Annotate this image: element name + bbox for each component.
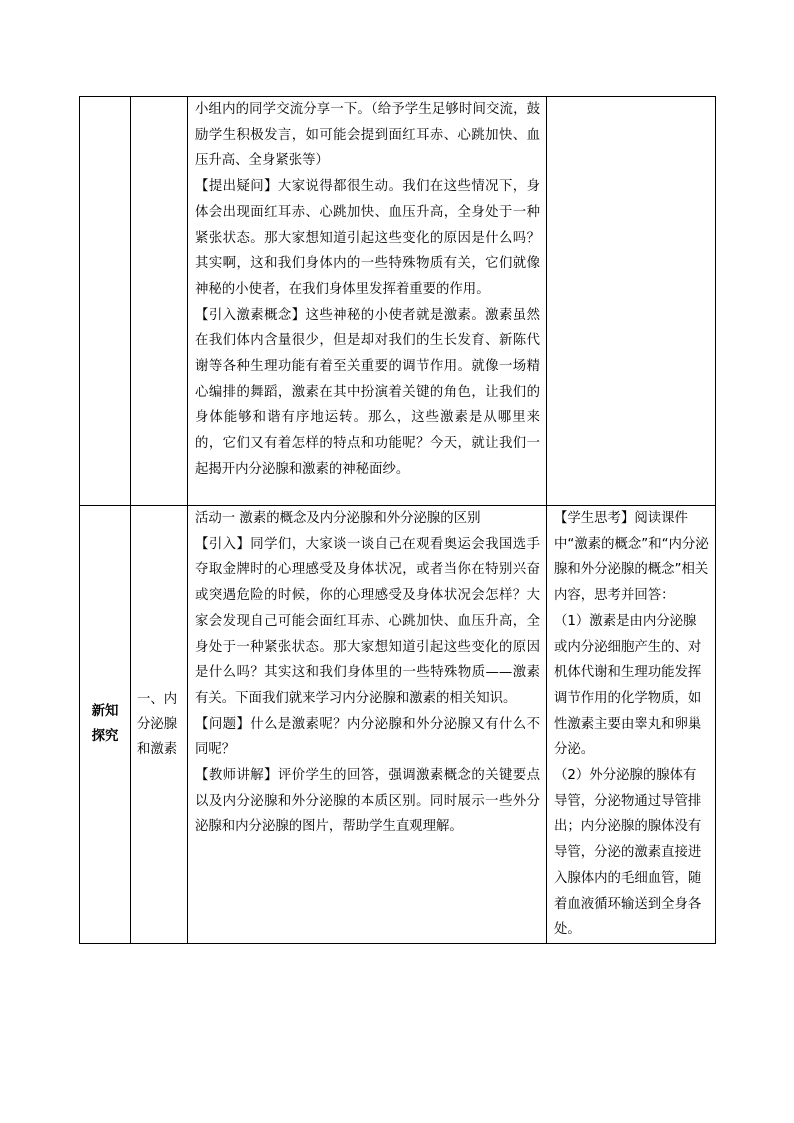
hormone-intro-paragraph: 【引入激素概念】这些神秘的小使者就是激素。激素虽然在我们体内含量很少，但是却对我们的生长发育、新陈代谢等各种生理功能有着至关重要的调节作用。就像一场精心编排的舞蹈，激素在其中扮演着关键的角色，让我们的身体能够和谐有序地运转。那么，这些激素是从哪里来的，它们又有着怎样的特点和功能呢？今天，就让我们一起揭开内分泌腺和激素的神秘面纱。 bbox=[195, 307, 540, 477]
question-paragraph: 【提出疑问】大家说得都很生动。我们在这些情况下，身体会出现面红耳赤、心跳加快、血压升高，全身处于一种紧张状态。那大家想知道引起这些变化的原因是什么吗？其实啊，这和我们身体内的一些特殊物质有关，它们就像神秘的小使者，在我们身体里发挥着重要的作用。 bbox=[195, 179, 540, 297]
student-think-paragraph: 【学生思考】阅读课件中“激素的概念”和“内分泌腺和外分泌腺的概念”相关内容，思考并回答： bbox=[554, 511, 709, 604]
intro-paragraph: 小组内的同学交流分享一下。（给予学生足够时间交流，鼓励学生积极发言，如可能会提到面红耳赤、心跳加快、血压升高、全身紧张等） bbox=[195, 102, 540, 169]
teacher-activity-cell bbox=[188, 97, 547, 506]
lesson-plan-table bbox=[79, 96, 716, 944]
teacher-activity-cell bbox=[188, 506, 547, 944]
table-row bbox=[80, 97, 716, 506]
answer-1-paragraph: （1）激素是由内分泌腺或内分泌细胞产生的、对机体代谢和生理功能发挥调节作用的化学物质，如性激素主要由睾丸和卵巢分泌。 bbox=[554, 613, 702, 758]
stage-label-line1: 新知 bbox=[91, 703, 119, 719]
lead-in-paragraph: 【引入】同学们，大家谈一谈自己在观看奥运会我国选手夺取金牌时的心理感受及身体状况，或者当你在特别兴奋或突遇危险的时候，你的心理感受及身体状况会怎样？大家会发现自己可能会面红耳赤、心跳加快、血压升高，全身处于一种紧张状态。那大家想知道引起这些变化的原因是什么吗？其实这和我们身体里的一些特殊物质——激素有关。下面我们就来学习内分泌腺和激素的相关知识。 bbox=[195, 536, 540, 706]
stage-cell bbox=[80, 506, 131, 944]
topic-cell-empty bbox=[131, 97, 188, 506]
stage-cell-empty bbox=[80, 97, 131, 506]
table-row bbox=[80, 506, 716, 944]
student-activity-cell-empty bbox=[547, 97, 716, 506]
topic-label: 一、内分泌腺和激素 bbox=[137, 691, 178, 757]
topic-cell bbox=[131, 506, 188, 944]
teacher-explain-paragraph: 【教师讲解】评价学生的回答，强调激素概念的关键要点以及内分泌腺和外分泌腺的本质区别。同时展示一些外分泌腺和内分泌腺的图片，帮助学生直观理解。 bbox=[195, 768, 540, 835]
student-activity-cell bbox=[547, 506, 716, 944]
answer-2-paragraph: （2）外分泌腺的腺体有导管，分泌物通过导管排出；内分泌腺的腺体没有导管，分泌的激素直接进入腺体内的毛细血管，随着血液循环输送到全身各处。 bbox=[554, 768, 702, 938]
activity-heading: 活动一 激素的概念及内分泌腺和外分泌腺的区别 bbox=[195, 511, 481, 526]
problem-paragraph: 【问题】什么是激素呢？内分泌腺和外分泌腺又有什么不同呢？ bbox=[195, 716, 540, 758]
stage-label-line2: 探究 bbox=[91, 729, 119, 745]
